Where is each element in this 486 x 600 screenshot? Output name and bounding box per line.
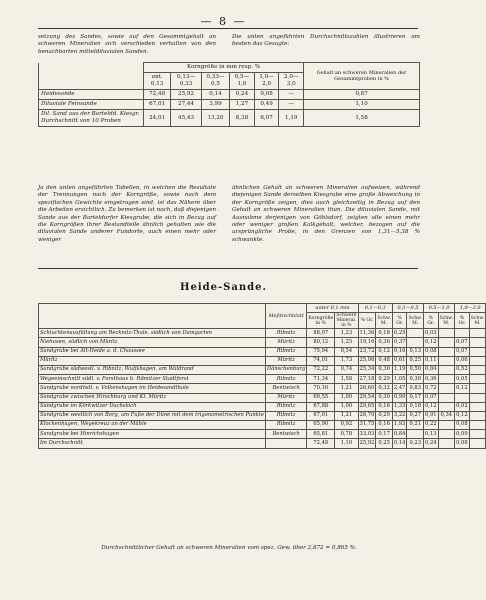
value-cell: 1,93 — [392, 421, 407, 430]
group-header: 0,5—1,0 — [424, 304, 455, 313]
value-cell: 67,01 — [307, 411, 335, 420]
value-cell: 0,54 — [335, 347, 358, 356]
location-cell: Müritz — [39, 356, 266, 365]
value-cell: 0,13 — [424, 430, 439, 439]
value-cell: 1,25 — [335, 338, 358, 347]
subheader: Schw. M. — [469, 313, 486, 329]
section-rule — [38, 268, 418, 269]
mesh-cell: Müritz — [265, 356, 306, 365]
size-col: 2,0—3,0 — [279, 73, 304, 90]
column-right-intro: Die unten angeführten Durchschnittszahlen illustrieren am besten das Gesagte: — [232, 34, 420, 48]
size-col: 0,13—0,33 — [171, 73, 202, 90]
table-row — [39, 439, 486, 448]
row-label: Diluviale Feinsande — [39, 100, 144, 110]
value-cell: 0,12 — [376, 347, 393, 356]
value-cell — [438, 430, 455, 439]
value-cell: 0,36 — [424, 375, 439, 384]
value-cell: 0,12 — [455, 411, 470, 420]
size-col: 0,33—0,5 — [201, 73, 229, 90]
cell: 45,43 — [171, 110, 202, 127]
value-cell — [438, 356, 455, 365]
value-cell — [438, 384, 455, 393]
value-cell — [438, 439, 455, 448]
value-cell — [438, 338, 455, 347]
value-cell — [407, 430, 424, 439]
cell: 0,49 — [254, 100, 279, 110]
footer-note: Durchschnittlicher Gehalt an schweren Mineralien vom spez. Gew. über 2,872 = 0,865 %. — [101, 545, 357, 551]
group-header: unter 0,1 mm — [307, 304, 358, 313]
value-cell: 0,07 — [424, 393, 439, 402]
cell: 8,38 — [230, 110, 255, 127]
value-cell — [455, 393, 470, 402]
value-cell: 0,05 — [455, 375, 470, 384]
value-cell — [469, 375, 486, 384]
value-cell: 1,00 — [335, 393, 358, 402]
row-label: Dil. Sand aus der Barteldd. Kiesgr. Durchschnitt von 10 Proben — [39, 110, 144, 127]
value-cell: 25,34 — [358, 365, 376, 374]
value-cell: 1,21 — [335, 384, 358, 393]
value-cell: 1,73 — [335, 356, 358, 365]
value-cell: 0,13 — [407, 347, 424, 356]
gehalt-header: Gehalt an schweren Mineralien der Gesammtproben in % — [304, 63, 420, 90]
location-cell: Wegeeinschnitt südl. v. Forsthaus b. Ribnitzer Stadtforst — [39, 375, 266, 384]
value-cell: 0,30 — [376, 393, 393, 402]
value-cell: 69,55 — [307, 393, 335, 402]
value-cell: 0,78 — [335, 430, 358, 439]
mesh-cell — [265, 439, 306, 448]
value-cell: 0,29 — [376, 375, 393, 384]
cell: 13,20 — [201, 110, 229, 127]
subheader: % Gr. — [358, 313, 376, 329]
value-cell: 0,22 — [424, 421, 439, 430]
mesh-cell: Ribnitz — [265, 375, 306, 384]
table-row — [39, 421, 486, 430]
mesh-cell: Bentwisch — [265, 430, 306, 439]
value-cell: 0,18 — [407, 402, 424, 411]
cell: 24,01 — [144, 110, 171, 127]
value-cell: 1,23 — [335, 329, 358, 338]
group-header: 0,3—0,5 — [392, 304, 423, 313]
value-cell — [455, 329, 470, 338]
location-cell: Sandgrube südwestl. v. Ribnitz, Wulfshagen, am Waldrand — [39, 365, 266, 374]
table-row — [39, 384, 486, 393]
value-cell: 71,34 — [307, 375, 335, 384]
cell: 1,58 — [304, 110, 420, 127]
value-cell: 0,12 — [424, 338, 439, 347]
value-cell: 27,18 — [358, 375, 376, 384]
cell: 6,07 — [254, 110, 279, 127]
value-cell: 72,48 — [307, 439, 335, 448]
value-cell: 0,25 — [392, 329, 407, 338]
value-cell: 0,72 — [424, 384, 439, 393]
cell: 1,19 — [279, 110, 304, 127]
value-cell: 80,12 — [307, 338, 335, 347]
value-cell: 0,24 — [424, 439, 439, 448]
location-cell: Sandgrube bei Alt-Heide a. d. Chaussee — [39, 347, 266, 356]
value-cell: 25,06 — [358, 356, 376, 365]
cell: 1,10 — [304, 100, 420, 110]
value-cell: 0,99 — [392, 393, 407, 402]
subheader: % Gr. — [392, 313, 407, 329]
value-cell: 33,03 — [358, 430, 376, 439]
mesh-cell: Ribnitz — [265, 329, 306, 338]
group-header: 1,0—2,0 — [455, 304, 486, 313]
value-cell — [469, 430, 486, 439]
value-cell: 0,61 — [392, 356, 407, 365]
value-cell: 0,14 — [392, 439, 407, 448]
value-cell: 0,30 — [376, 365, 393, 374]
value-cell: 0,37 — [392, 338, 407, 347]
value-cell: 0,92 — [335, 421, 358, 430]
subheader: % Gr. — [424, 313, 439, 329]
size-col: 1,0—2,0 — [254, 73, 279, 90]
value-cell: 88,07 — [307, 329, 335, 338]
value-cell: 0,25 — [407, 356, 424, 365]
mesh-cell: Ribnitz — [265, 347, 306, 356]
location-cell: Sandgrube im Körkwitzer Dachsloch — [39, 402, 266, 411]
column-left-text: Ja den unten angeführten Tabellen, in welchen die Resultate der Trennungen nach der Korngröße, sowie nach dem spezifischen Gewichte eingetragen sind, ist das Nähere über die Arbeiten ersichtlich. Zu bemerken ist noch, daß diejenigen Sande aus der Barteldorfer Kiesgrube, die sich in Bezug auf die Korngrößen ihrer Bestandteile ähnlich gehalten wie die diluvialen Sande anderer Fundorte, auch einen mehr oder weniger — [38, 185, 216, 243]
value-cell: 3,22 — [392, 411, 407, 420]
subheader: Schw. M. — [376, 313, 393, 329]
location-cell: Niehusen, südlich von Müritz — [39, 338, 266, 347]
cell: 0,14 — [201, 90, 229, 100]
value-cell: 0,84 — [424, 365, 439, 374]
cell: — — [279, 100, 304, 110]
value-cell: 0,07 — [455, 338, 470, 347]
value-cell — [469, 329, 486, 338]
value-cell — [469, 347, 486, 356]
table-row — [39, 430, 486, 439]
table-row — [39, 329, 486, 338]
value-cell — [469, 393, 486, 402]
value-cell: 28,70 — [358, 411, 376, 420]
value-cell: 0,08 — [424, 347, 439, 356]
value-cell: 0,30 — [407, 375, 424, 384]
value-cell: 0,02 — [455, 402, 470, 411]
mesh-cell: Müritz — [265, 393, 306, 402]
value-cell — [438, 365, 455, 374]
row-label: Heidesande — [39, 90, 144, 100]
value-cell: 70,16 — [307, 384, 335, 393]
value-cell — [469, 338, 486, 347]
mesh-cell: Ribnitz — [265, 402, 306, 411]
value-cell: 0,16 — [392, 347, 407, 356]
value-cell: 31,75 — [358, 421, 376, 430]
value-cell: 0,06 — [455, 356, 470, 365]
cell: 25,92 — [171, 90, 202, 100]
table-row — [39, 411, 486, 420]
mesh-cell: Ribnitz — [265, 411, 306, 420]
value-cell: 0,91 — [424, 411, 439, 420]
value-cell — [469, 421, 486, 430]
value-cell: 0,34 — [438, 411, 455, 420]
value-cell: 0,84 — [392, 430, 407, 439]
size-col: 0,5—1,0 — [230, 73, 255, 90]
location-cell: Sandgrube nordöstl. v. Volkenshagen im Heidesandthale — [39, 384, 266, 393]
mesh-cell: Dänschenburg — [265, 365, 306, 374]
mesh-header: Meßtischblatt — [265, 304, 306, 329]
value-cell: 0,29 — [376, 411, 393, 420]
page-number: — 8 — — [200, 15, 247, 28]
table-row — [39, 375, 486, 384]
value-cell: 1,00 — [335, 402, 358, 411]
table-row — [39, 110, 420, 127]
average-table-corner — [39, 63, 144, 73]
column-right-text: ähnlichen Gehalt an schweren Mineralien aufweisen, während diejenigen Sande derselben Kiesgrube eine große Abweichung in der Korngröße zeigen, dies auch gleichzeitig in Bezug auf den Gehalt an schweren Mineralien thun. Die diluvialen Sande, mit Ausnahme derjenigen von Göhlsdorf, zeigten alle einen mehr oder weniger großen Kalkgehalt, welcher, bezogen auf die ursprüngliche Probe, in den Grenzen von 1,31—5,38 % schwankte. — [232, 185, 420, 243]
value-cell — [438, 393, 455, 402]
value-cell — [469, 356, 486, 365]
value-cell: 25,92 — [358, 439, 376, 448]
value-cell — [407, 329, 424, 338]
value-cell: 0,16 — [376, 421, 393, 430]
cell: 3,99 — [201, 100, 229, 110]
subheader: Korngröße in % — [307, 313, 335, 329]
value-cell: 0,08 — [455, 439, 470, 448]
value-cell: 1,33 — [392, 402, 407, 411]
value-cell: 2,47 — [392, 384, 407, 393]
value-cell — [438, 375, 455, 384]
value-cell — [407, 338, 424, 347]
heidesande-table — [38, 303, 486, 449]
value-cell: 0,11 — [424, 356, 439, 365]
table-row — [39, 100, 420, 110]
section-heading: Heide-Sande. — [180, 282, 267, 293]
subheader: Schwere Mineral. in % — [336, 313, 357, 329]
value-cell: 23,72 — [358, 347, 376, 356]
value-cell: 75,94 — [307, 347, 335, 356]
group-header: 0,1—0,3 — [358, 304, 392, 313]
value-cell: 0,08 — [455, 421, 470, 430]
value-cell — [469, 384, 486, 393]
value-cell: 72,22 — [307, 365, 335, 374]
value-cell: 1,10 — [335, 439, 358, 448]
cell: 27,44 — [171, 100, 202, 110]
value-cell: 0,23 — [407, 439, 424, 448]
value-cell: 0,21 — [407, 421, 424, 430]
value-cell: 0,25 — [376, 439, 393, 448]
location-header-cell — [39, 304, 266, 329]
table-row — [39, 393, 486, 402]
value-cell: 26,60 — [358, 384, 376, 393]
column-left-intro: setzung des Sandes, sowie auf den Gesammtgehalt an schweren Mineralien sich verschieden verhalten von den benachbarten mitteldiluvialen Sanden. — [38, 34, 216, 55]
mesh-cell: Müritz — [265, 338, 306, 347]
value-cell: 19,16 — [358, 338, 376, 347]
value-cell: 0,83 — [407, 384, 424, 393]
table-row — [39, 402, 486, 411]
value-cell: 11,36 — [358, 329, 376, 338]
value-cell: 0,52 — [455, 365, 470, 374]
value-cell: 1,58 — [335, 375, 358, 384]
location-cell: Im Durchschnitt — [39, 439, 266, 448]
value-cell: 1,19 — [392, 365, 407, 374]
korn-header: Korngröße in mm resp. % — [144, 63, 304, 73]
mesh-cell: Ribnitz — [265, 421, 306, 430]
value-cell: 65,90 — [307, 421, 335, 430]
value-cell: 0,36 — [376, 338, 393, 347]
cell: — — [279, 90, 304, 100]
subheader: Schw. M. — [438, 313, 455, 329]
table-row — [39, 90, 420, 100]
value-cell — [469, 439, 486, 448]
value-cell: 74,01 — [307, 356, 335, 365]
value-cell — [438, 347, 455, 356]
value-cell: 0,17 — [376, 430, 393, 439]
subheader: % Gr. — [455, 313, 470, 329]
value-cell: 0,03 — [424, 329, 439, 338]
value-cell: 1,21 — [335, 411, 358, 420]
average-table — [38, 62, 420, 127]
value-cell: 0,16 — [376, 402, 393, 411]
location-cell: Sandgrube zwischen Hirschburg und Kl. Müritz — [39, 393, 266, 402]
value-cell: 0,50 — [407, 365, 424, 374]
cell: 72,48 — [144, 90, 171, 100]
location-cell: Sandgrube bei Hinrichshagen — [39, 430, 266, 439]
value-cell: 0,32 — [376, 384, 393, 393]
value-cell: 0,74 — [335, 365, 358, 374]
location-cell: Schluchtenausfüllung am Recknitz-Thale, südlich von Damgarten — [39, 329, 266, 338]
table-row — [39, 356, 486, 365]
table-row — [39, 347, 486, 356]
value-cell: 29,65 — [358, 402, 376, 411]
value-cell — [438, 421, 455, 430]
value-cell — [469, 365, 486, 374]
value-cell: 67,88 — [307, 402, 335, 411]
value-cell: 1,05 — [392, 375, 407, 384]
location-cell: Klockenhagen, Wegekreuz an der Mühle — [39, 421, 266, 430]
cell: 0,87 — [304, 90, 420, 100]
value-cell — [469, 402, 486, 411]
mesh-cell: Bentwisch — [265, 384, 306, 393]
value-cell: 0,12 — [424, 402, 439, 411]
value-cell — [438, 329, 455, 338]
cell: 0,08 — [254, 90, 279, 100]
value-cell: 65,81 — [307, 430, 335, 439]
table-row — [39, 365, 486, 374]
cell: 0,24 — [230, 90, 255, 100]
cell: 67,01 — [144, 100, 171, 110]
value-cell: 0,17 — [407, 393, 424, 402]
location-cell: Sandgrube westlich von Borg, am Fuße der Düne mit dem trigonometrischen Punkte — [39, 411, 266, 420]
table-row — [39, 338, 486, 347]
value-cell: 29,54 — [358, 393, 376, 402]
value-cell — [438, 402, 455, 411]
size-col: unt. 0,13 — [144, 73, 171, 90]
value-cell: 0,27 — [407, 411, 424, 420]
value-cell — [469, 411, 486, 420]
value-cell: 0,09 — [455, 430, 470, 439]
value-cell: 0,48 — [376, 356, 393, 365]
cell: 1,27 — [230, 100, 255, 110]
value-cell: 0,18 — [376, 329, 393, 338]
subheader: Schw. M. — [407, 313, 424, 329]
top-rule — [38, 28, 418, 29]
value-cell: 0,12 — [455, 384, 470, 393]
value-cell: 0,07 — [455, 347, 470, 356]
